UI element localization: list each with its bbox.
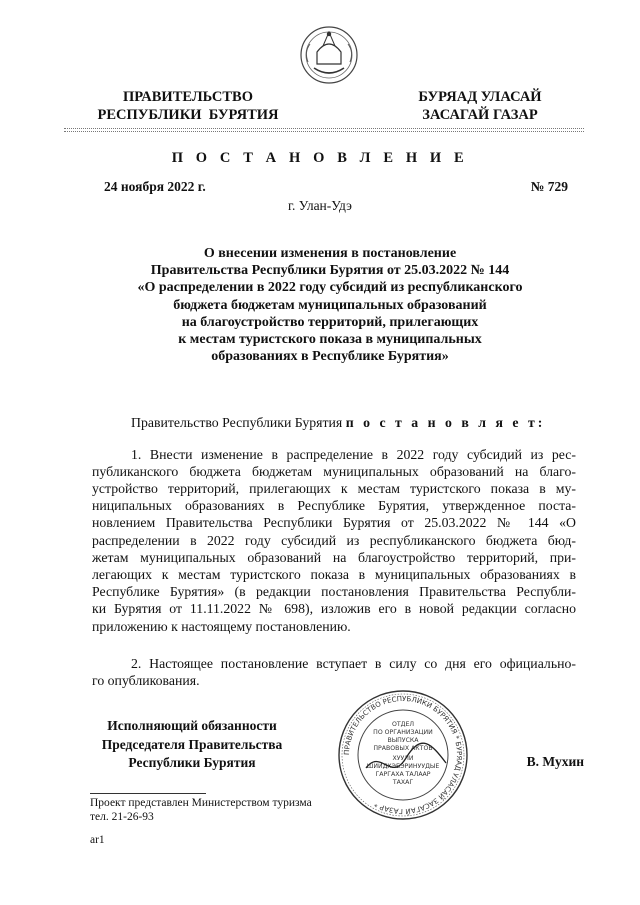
signer-title [72, 717, 312, 773]
document-type: П О С Т А Н О В Л Е Н И Е [171, 150, 469, 166]
title-line: О внесении изменения в постановление [203, 246, 457, 261]
signer-title-line: Исполняющий обязанности [107, 718, 277, 733]
header-divider [64, 131, 584, 132]
seal-ring-text: ПРАВИТЕЛЬСТВО РЕСПУБЛИКИ БУРЯТИЯ * БУРЯАД УЛАСАЙ ЗАСАГАЙ ГАЗАР * [342, 694, 464, 816]
seal-line: ШИИДХЭБЭРИНУУДЫЕ [366, 763, 440, 770]
seal-line: ВЫПУСКА [387, 737, 419, 744]
coat-of-arms-icon [296, 22, 362, 86]
header-left-line: ПРАВИТЕЛЬСТВО [123, 89, 253, 105]
paragraph-line: го опубликования. [92, 673, 200, 688]
header-right [380, 88, 580, 124]
paragraph-line: распределении в 2022 году субсидий из республиканского бюджета бюд- [92, 533, 576, 548]
paragraph-line: приложению к настоящему постановлению. [92, 619, 351, 634]
paragraph-line: новлением Правительства Республики Бурятия от 25.03.2022 № 144 «О [92, 515, 576, 530]
signer-title-line: Республики Бурятия [128, 755, 256, 770]
resolution-lead: Правительство Республики Бурятия [131, 415, 346, 430]
footer-divider [90, 793, 206, 794]
footer-line: Проект представлен Министерством туризма [90, 797, 312, 809]
paragraph-line: 2. Настоящее постановление вступает в силу со дня его официально- [131, 656, 576, 671]
seal-line: ХУУЛИ [392, 755, 414, 762]
seal-line: ОТДЕЛ [391, 721, 415, 728]
paragraph-line: устройство территорий, прилегающих к местам туристского показа в му- [92, 481, 576, 496]
seal-line: ПО ОРГАНИЗАЦИИ [373, 729, 433, 736]
paragraph-line: публиканского бюджета бюджетам муниципальных образований на благо- [92, 464, 576, 479]
title-line: Правительства Республики Бурятия от 25.03.2022 № 144 [150, 263, 510, 279]
paragraph-line: ниципальных образованиях в Республике Бурятия, утвержденное поста- [92, 498, 576, 513]
resolution-word: п о с т а н о в л я е т: [345, 415, 546, 430]
title-line: «О распределении в 2022 году субсидий из республиканского [137, 280, 523, 296]
footer-code: ar1 [90, 834, 105, 846]
title-line: образованиях в Республике Бурятия» [211, 349, 449, 365]
document-number: № 729 [530, 179, 568, 194]
title-line: бюджета бюджетам муниципальных образований [173, 297, 487, 313]
signer-name: В. Мухин [526, 754, 584, 769]
title-line: на благоустройство территорий, прилегающих [181, 314, 479, 330]
header-divider [64, 128, 584, 129]
signer-title-line: Председателя Правительства [101, 736, 283, 752]
seal-line: ПРАВОВЫХ АКТОВ [373, 745, 433, 752]
resolution-line [131, 415, 545, 431]
footer-line: тел. 21-26-93 [90, 811, 154, 823]
title-line: к местам туристского показа в муниципальных [178, 332, 482, 348]
header-right-line: ЗАСАГАЙ ГАЗАР [422, 107, 538, 123]
seal-line: ГАРГАХА ТАЛААР [375, 771, 431, 778]
document-date: 24 ноября 2022 г. [104, 179, 206, 194]
header-left-line: РЕСПУБЛИКИ БУРЯТИЯ [97, 107, 279, 123]
paragraph-line: Республике Бурятия» (в редакции постановления Правительства Республи- [92, 584, 576, 599]
header-right-line: БУРЯАД УЛАСАЙ [418, 89, 542, 105]
document-title [90, 245, 570, 365]
header-left [78, 88, 298, 124]
official-seal [336, 688, 470, 822]
paragraph-line: легающих к местам туристского показа в муниципальных образованиях в [92, 567, 576, 582]
paragraph-line: жетам муниципальных образований на благоустройство территорий, при- [92, 550, 576, 565]
document-city: г. Улан-Удэ [288, 198, 352, 213]
seal-line: ТАХАГ [392, 779, 414, 786]
paragraph-line: ки Бурятия от 11.11.2022 № 698), изложив его в новой редакции согласно [92, 601, 576, 616]
paragraph-line: 1. Внести изменение в распределение в 2022 году субсидий из рес- [131, 447, 576, 462]
